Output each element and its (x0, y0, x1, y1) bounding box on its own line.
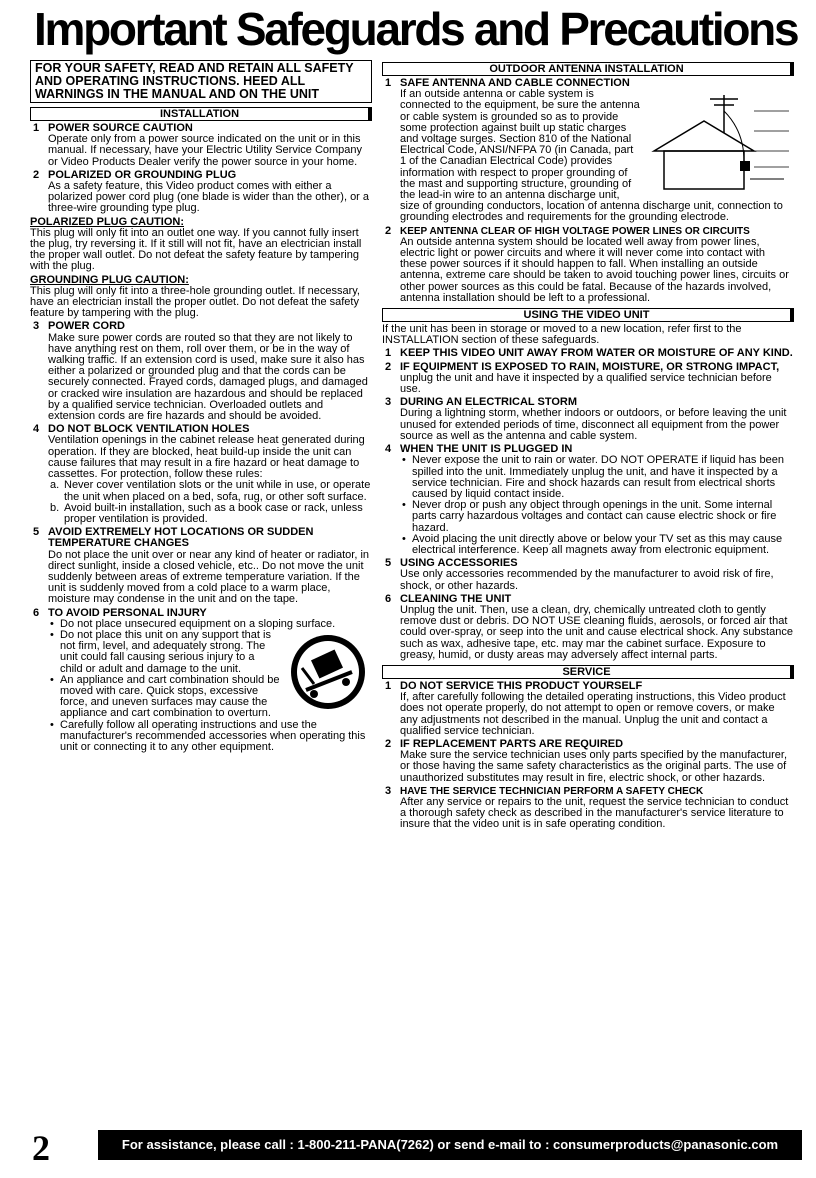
item-number: 2 (385, 737, 392, 750)
item-number: 5 (33, 526, 40, 539)
grounding-caution-title: GROUNDING PLUG CAUTION: (30, 273, 189, 286)
item-number: 2 (385, 360, 392, 373)
item-text: Unplug the unit. Then, use a clean, dry, chemically untreated cloth to gently remove dust or debris. DO NOT USE cleaning fluids, aerosols, or forced air that could over-spray, or seep into the unit and cause electrical shock. Any substance such as wax, adhesive tape, etc. may mar the cabinet surface. Exposure to greasy, humid, or dusty areas may adversely affect internal parts. (400, 603, 793, 661)
installation-item-5 (30, 527, 372, 605)
item-title: POWER CORD (48, 320, 125, 333)
item-title: KEEP THIS VIDEO UNIT AWAY FROM WATER OR MOISTURE OF ANY KIND. (400, 347, 793, 360)
item-text: During a lightning storm, whether indoors or outdoors, or before leaving the unit unused for extended periods of time, disconnect all equipment from the power source as well as the antenna and cable system. (400, 407, 787, 442)
service-item-1 (382, 681, 794, 737)
item-title: IF EQUIPMENT IS EXPOSED TO RAIN, MOISTURE, OR STRONG IMPACT, (400, 360, 780, 373)
item-text: After any service or repairs to the unit, request the service technician to conduct a thorough safety check as described in the manufacturer's service literature to insure that the video unit is in safe operating condition. (400, 795, 789, 831)
item-text: If, after carefully following the detailed operating instructions, this Video product does not operate properly, do not attempt to open or remove covers, or make any adjustments not described in the manual. Unplug the unit and contact a qualified service technician. (400, 691, 786, 737)
item-number: 3 (385, 396, 392, 409)
item-text: Ventilation openings in the cabinet release heat generated during operation. If they are blocked, heat build-up inside the unit can cause failures that may result in a fire hazard or heat damage to cassettes. For protection, follow these rules: (48, 434, 365, 481)
item-title: POLARIZED OR GROUNDING PLUG (48, 168, 237, 181)
item-title: POWER SOURCE CAUTION (48, 122, 193, 134)
assistance-footer: For assistance, please call : 1-800-211-PANA(7262) or send e-mail to : consumerproducts@panasonic.com (98, 1130, 802, 1160)
item-number: 5 (385, 557, 392, 570)
item-number: 3 (33, 320, 40, 333)
installation-item-6 (30, 608, 372, 754)
bullet: • Carefully follow all operating instructions and use the manufacturer's recommended accessories when operating this unit or connecting it to any other equipment. (60, 720, 372, 754)
item-title: TO AVOID PERSONAL INJURY (48, 606, 207, 619)
item-title: WHEN THE UNIT IS PLUGGED IN (400, 443, 573, 456)
bullet: • Never expose the unit to rain or water. DO NOT OPERATE if liquid has been spilled into the unit. Immediately unplug the unit, and have it inspected by a service technician. Fire and shock hazards can result from electrical shorts caused by liquid contact inside. (412, 455, 794, 500)
installation-item-4 (30, 424, 372, 525)
item-title: SAFE ANTENNA AND CABLE CONNECTION (400, 77, 630, 89)
outdoor-item-2 (382, 226, 794, 304)
installation-item-3 (30, 321, 372, 422)
right-column (382, 60, 794, 831)
service-item-3 (382, 786, 794, 831)
item-title: KEEP ANTENNA CLEAR OF HIGH VOLTAGE POWER LINES OR CIRCUITS (400, 225, 750, 237)
polarized-caution-text: This plug will only fit into an outlet one way. If you cannot fully insert the plug, try reversing it. If it still will not fit, have an electrician install the proper wall outlet. Do not defeat the safety feature by tampering with the plug. (30, 226, 362, 273)
outdoor-item-1 (382, 78, 794, 224)
item-text: unplug the unit and have it inspected by a qualified service technician before use. (400, 371, 772, 396)
bullet: • Do not place unsecured equipment on a sloping surface. (60, 619, 372, 630)
item-number: 2 (385, 224, 392, 237)
item-number: 4 (33, 423, 40, 436)
bullet: • Never drop or push any object through openings in the unit. Some internal parts carry hazardous voltages and contact can cause electric shock or fire hazard. (412, 500, 794, 534)
item-text: Operate only from a power source indicated on the unit or in this manual. If necessary, have your Electric Utility Service Company or Video Products Dealer verify the power source in your home. (48, 133, 363, 168)
item-title: DO NOT SERVICE THIS PRODUCT YOURSELF (400, 679, 643, 692)
using-item-3 (382, 397, 794, 442)
using-item-2 (382, 362, 794, 396)
item-number: 6 (385, 592, 392, 605)
item-title: HAVE THE SERVICE TECHNICIAN PERFORM A SAFETY CHECK (400, 785, 704, 797)
item-title: IF REPLACEMENT PARTS ARE REQUIRED (400, 737, 624, 750)
item-text: An outside antenna system should be located well away from power lines, electric light or power circuits and where it will never come into contact with these power sources if it should happen to fall. When installing an outside antenna, extreme care should be taken to avoid touching power lines, circuits or other power sources as this could be fatal. Because of the hazards involved, antenna installation should be left to a professional. (400, 235, 789, 304)
page-title: Important Safeguards and Precautions (34, 3, 798, 55)
item-number: 1 (385, 77, 392, 89)
item-title: CLEANING THE UNIT (400, 592, 512, 605)
page-number: 2 (32, 1128, 50, 1168)
item-number: 2 (33, 168, 40, 181)
using-item-1 (382, 348, 794, 359)
bullet: • An appliance and cart combination should be moved with care. Quick stops, excessive force, and uneven surfaces may cause the appliance and cart combination to overturn. (60, 675, 372, 720)
using-intro: If the unit has been in storage or moved to a new location, refer first to the INSTALLATION section of these safeguards. (382, 323, 742, 347)
item-title: DURING AN ELECTRICAL STORM (400, 396, 578, 409)
grounding-caution-text: This plug will only fit into a three-hole grounding outlet. If necessary, have an electrician install the proper outlet. Do not defeat the safety feature by tampering with the plug. (30, 284, 360, 320)
item-text: As a safety feature, this Video product comes with either a polarized power cord plug (one blade is wider than the other), or a three-wire grounding type plug. (48, 180, 370, 215)
installation-item-1 (30, 123, 372, 168)
item-number: 1 (385, 347, 392, 360)
polarized-caution-title: POLARIZED PLUG CAUTION: (30, 215, 184, 228)
antenna-grounding-diagram-icon (644, 91, 794, 191)
service-item-2 (382, 739, 794, 784)
item-title: DO NOT BLOCK VENTILATION HOLES (48, 423, 250, 436)
item-title: AVOID EXTREMELY HOT LOCATIONS OR SUDDEN TEMPERATURE CHANGES (48, 526, 314, 550)
using-item-5 (382, 558, 794, 592)
using-item-4 (382, 444, 794, 556)
section-heading-installation: INSTALLATION (30, 107, 372, 121)
installation-item-2 (30, 170, 372, 215)
item-number: 1 (385, 679, 392, 692)
item-text: If an outside antenna or cable system is connected to the equipment, be sure the antenna or cable system is grounded so as to provide some protection against built up static charges and voltage surges. Section 810 of the National Electrical Code, ANSI/NFPA 70 (in Canada, part 1 of the Canadian Electrical Code) provides information with respect to proper grounding of the mast and supporting structure, grounding of the lead-in wire to an antenna discharge unit, size of grounding conductors, location of antenna discharge unit, connection to grounding electrodes and requirements for the grounding electrode. (400, 88, 783, 224)
item-number: 1 (33, 122, 40, 134)
item-text: Use only accessories recommended by the manufacturer to avoid risk of fire, shock, or other hazards. (400, 568, 774, 592)
using-item-6 (382, 594, 794, 661)
item-text: Make sure power cords are routed so that they are not likely to have anything rest on them, roll over them, or be in the way of walking traffic. If an extension cord is used, make sure it also has either a polarized or grounded plug and that the cords can be securely connected. Frayed cords, damaged plugs, and damaged or cracked wire insulation are hazardous and should be replaced by a qualified service technician. Overloaded outlets and extension cords are fire hazards and should be avoided. (48, 331, 368, 423)
section-heading-service: SERVICE (382, 665, 794, 679)
rule-a: a. Never cover ventilation slots or the unit while in use, or operate the unit when placed on a bed, sofa, rug, or other soft surface. (50, 479, 371, 503)
safety-notice-box: FOR YOUR SAFETY, READ AND RETAIN ALL SAFETY AND OPERATING INSTRUCTIONS. HEED ALL WARNINGS IN THE MANUAL AND ON THE UNIT (30, 60, 372, 103)
item-number: 4 (385, 443, 392, 456)
item-title: USING ACCESSORIES (400, 557, 518, 570)
item-text: Make sure the service technician uses only parts specified by the manufacturer, or those having the same safety characteristics as the original parts. The use of unauthorized substitutes may result in fire, electric shock, or other hazards. (400, 749, 788, 784)
item-number: 3 (385, 784, 392, 797)
bullet: • Do not place this unit on any support that is not firm, level, and adequately strong. The unit could fall causing serious injury to a child or adult and damage to the unit. (60, 630, 372, 675)
rule-b: b. Avoid built-in installation, such as a book case or rack, unless proper ventilation is provided. (50, 501, 363, 525)
bullet: • Avoid placing the unit directly above or below your TV set as this may cause electrical interference. Keep all magnets away from electronic equipment. (412, 534, 794, 556)
item-number: 6 (33, 606, 40, 619)
section-heading-using-video-unit: USING THE VIDEO UNIT (382, 308, 794, 322)
section-heading-outdoor-antenna: OUTDOOR ANTENNA INSTALLATION (382, 62, 794, 76)
item-text: Do not place the unit over or near any kind of heater or radiator, in direct sunlight, inside a closed vehicle, etc.. Do not move the unit suddenly between areas of extreme temperature variation. If the unit is suddenly moved from a cold place to a warm place, moisture may condense in the unit and on the tape. (48, 548, 370, 606)
left-column (30, 60, 372, 753)
